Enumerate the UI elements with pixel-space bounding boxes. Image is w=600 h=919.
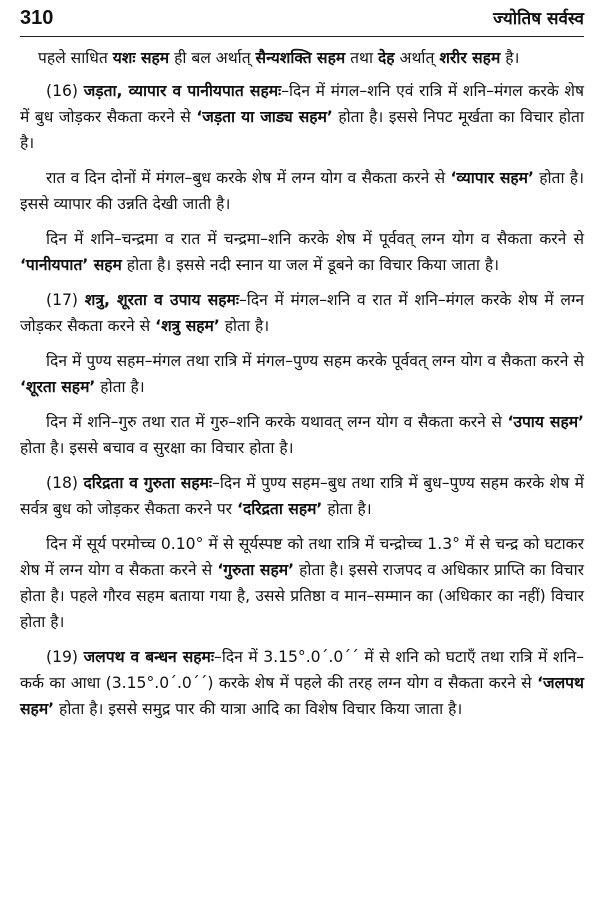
emphasis-text: ‘उपाय सहम’: [507, 413, 584, 431]
text-run: रात व दिन दोनों में मंगल–बुध करके शेष में लग्न योग व सैकता करने से: [46, 169, 451, 187]
text-run: होता है। इससे व्यापार की उन्नति देखी जाती है।: [20, 169, 584, 213]
paragraph-text: [20, 535, 584, 631]
paragraph-text: [20, 49, 519, 67]
paragraph: [20, 409, 584, 461]
text-run: होता है।: [95, 378, 145, 396]
text-run: होता है। इससे निपट मूर्खता का विचार होता है।: [20, 108, 584, 152]
text-run: ही बल अर्थात्: [169, 49, 256, 67]
text-run: –दिन में मंगल–शनि व रात में शनि–मंगल करके शेष में लग्न जोड़कर सैकता करने से: [20, 291, 585, 335]
text-run: होता है।: [219, 317, 270, 335]
emphasis-text: ‘पानीयपात’ सहम: [20, 256, 122, 274]
text-run: (16): [46, 82, 84, 100]
page-header: [20, 6, 584, 37]
paragraph: [20, 644, 584, 722]
paragraph: [20, 287, 584, 339]
emphasis-text: ‘व्यापार सहम’: [450, 169, 534, 187]
emphasis-text: ‘गुरुता सहम’: [217, 561, 294, 579]
paragraph: [20, 348, 584, 400]
emphasis-text: सैन्यशक्ति सहम: [255, 49, 346, 67]
emphasis-text: यशः सहम: [112, 49, 170, 67]
text-run: होता है।: [322, 500, 372, 518]
text-run: दिन में सूर्य परमोच्च 0.10° में से सूर्यस्पष्ट को तथा रात्रि में चन्द्रोच्च 1.3° में से चन्द्र को घटाकर शेष में लग्न योग व सैकता करने से: [20, 535, 584, 579]
text-run: –दिन में पुण्य सहम–बुध तथा रात्रि में बुध–पुण्य सहम करके शेष में सर्वत्र बुध को जोड़कर सैकता करने पर: [20, 474, 584, 518]
emphasis-text: ‘शत्रु सहम’: [155, 317, 220, 335]
text-run: होता है। इससे राजपद व अधिकार प्राप्ति का विचार होता है। पहले गौरव सहम बताया गया है, उससे प्रतिष्ठा व मान–सम्मान का (अधिकार का नहीं) विचार होता है।: [20, 561, 584, 631]
emphasis-text: जलपथ व बन्धन सहमः: [83, 648, 215, 666]
emphasis-text: ‘शूरता सहम’: [20, 378, 96, 396]
emphasis-text: ‘जड़ता या जाड्य सहम’: [196, 108, 333, 126]
emphasis-text: दरिद्रता व गुरुता सहमः: [83, 474, 213, 492]
paragraph-text: [20, 352, 584, 396]
paragraph-text: [20, 82, 584, 152]
text-run: पहले साधित: [38, 49, 113, 67]
emphasis-text: शत्रु, शूरता व उपाय सहमः: [84, 291, 239, 309]
emphasis-text: ‘दरिद्रता सहम’: [237, 500, 323, 518]
paragraph-text: [20, 474, 584, 518]
paragraph: [20, 78, 584, 156]
text-run: –दिन में 3.15°.0´.0´´ में से शनि को घटाएँ तथा रात्रि में शनि–कर्क का आधा (3.15°.0´.0´´) करके शेष में पहले की तरह लग्न योग व सैकता करने से: [20, 648, 585, 692]
text-run: (19): [46, 648, 84, 666]
paragraph-text: [20, 230, 584, 274]
paragraph: [20, 45, 584, 71]
text-run: अर्थात्: [394, 49, 440, 67]
emphasis-text: शरीर सहम: [439, 49, 501, 67]
text-run: –दिन में मंगल–शनि एवं रात्रि में शनि–मंगल करके शेष में बुध जोड़कर सैकता करने से: [20, 82, 584, 126]
paragraph-text: [20, 291, 584, 335]
emphasis-text: जड़ता, व्यापार व पानीयपात सहमः: [83, 82, 282, 100]
paragraph: [20, 470, 584, 522]
text-run: (18): [46, 474, 84, 492]
page-number: 310: [20, 7, 54, 29]
body-text: [20, 45, 584, 722]
text-run: होता है। इससे समुद्र पार की यात्रा आदि का विशेष विचार किया जाता है।: [54, 700, 463, 718]
text-run: दिन में शनि–चन्द्रमा व रात में चन्द्रमा–शनि करके शेष में पूर्ववत् लग्न योग व सैकता करने से: [46, 230, 584, 248]
emphasis-text: देह: [378, 49, 395, 67]
text-run: (17): [46, 291, 85, 309]
text-run: होता है। इससे बचाव व सुरक्षा का विचार होता है।: [20, 439, 294, 457]
text-run: है।: [500, 49, 520, 67]
text-run: तथा: [345, 49, 379, 67]
paragraph: [20, 165, 584, 217]
paragraph: [20, 226, 584, 278]
paragraph-text: [20, 648, 584, 718]
paragraph: [20, 531, 584, 635]
running-title: ज्योतिष सर्वस्व: [493, 9, 584, 29]
paragraph-text: [20, 169, 584, 213]
text-run: होता है। इससे नदी स्नान या जल में डूबने का विचार किया जाता है।: [121, 256, 500, 274]
text-run: दिन में पुण्य सहम–मंगल तथा रात्रि में मंगल–पुण्य सहम करके पूर्ववत् लग्न योग व सैकता करने से: [46, 352, 584, 370]
paragraph-text: [20, 413, 584, 457]
text-run: दिन में शनि–गुरु तथा रात में गुरु–शनि करके यथावत् लग्न योग व सैकता करने से: [46, 413, 508, 431]
emphasis-text: ‘जलपथ सहम’: [20, 674, 584, 718]
